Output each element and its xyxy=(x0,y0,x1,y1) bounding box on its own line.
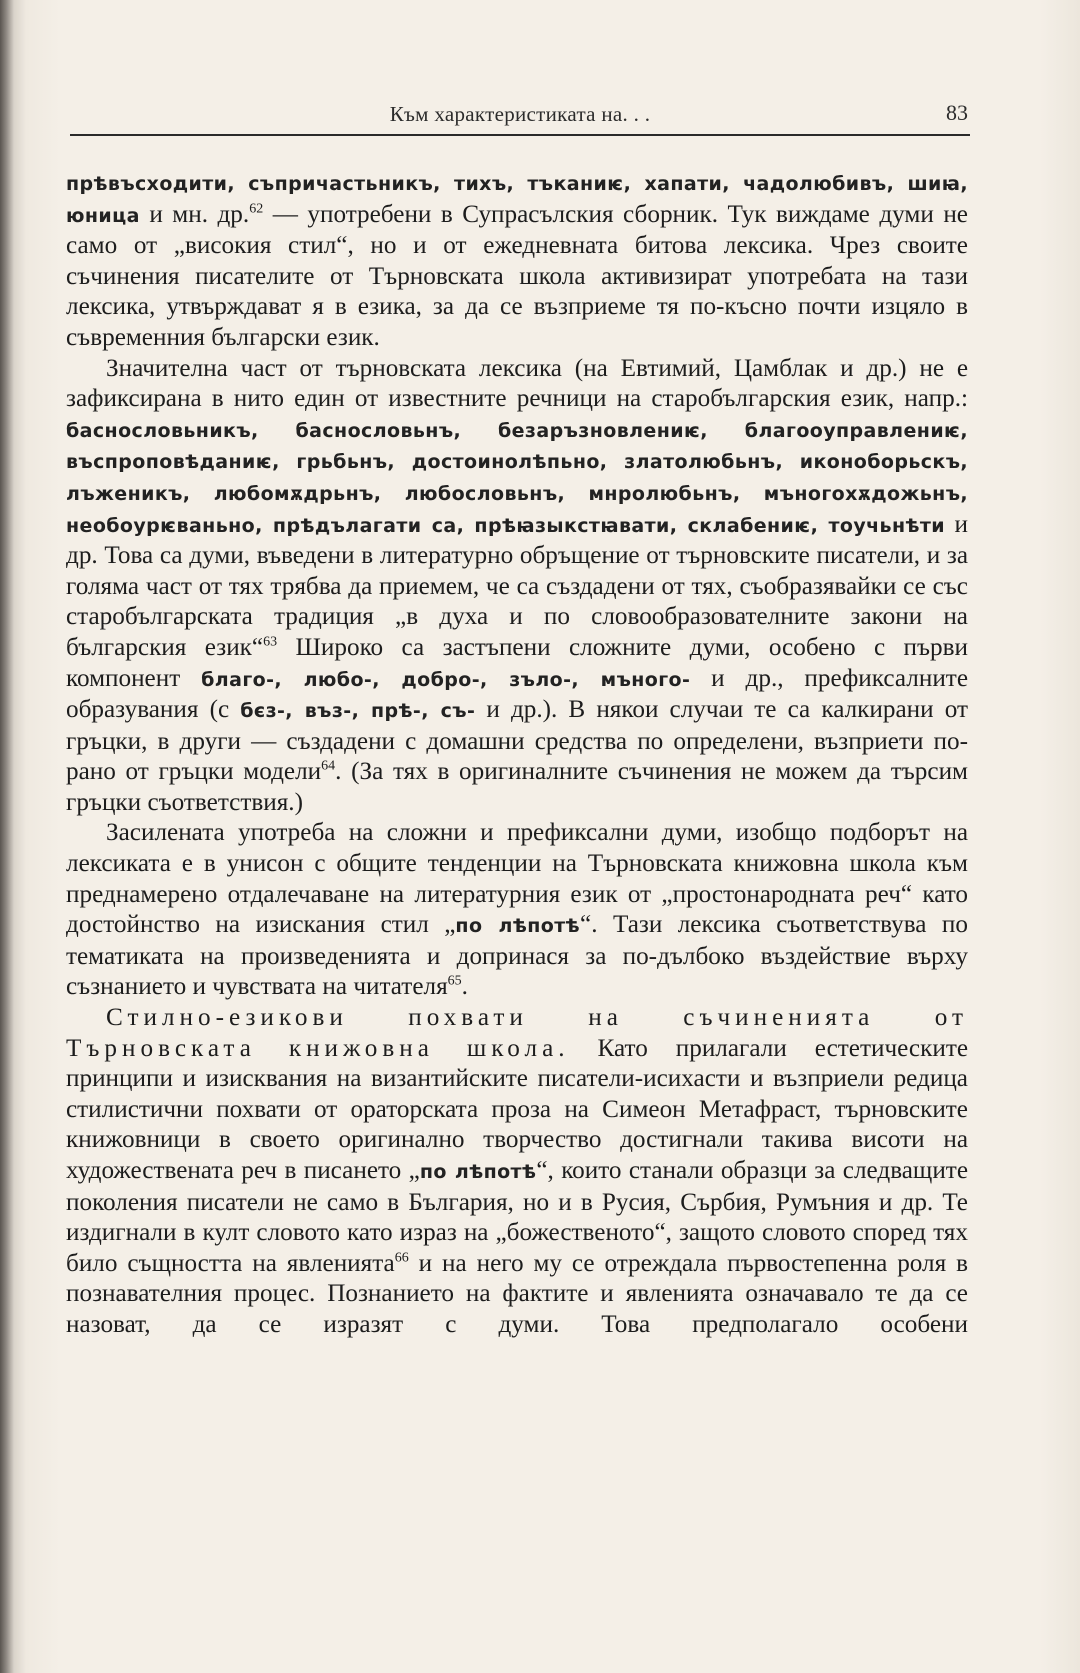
text-span: Като прилагали естетическите принципи и изисквания на византийските писатели-исихасти и възприели редица стилистични похвати от ораторската проза на Симеон Метафраст, търновските книжовници в своето оригинално творчество достигнали такива висоти на художествената реч в писането „ xyxy=(66,1034,969,1184)
footnote-ref-65: 65 xyxy=(447,974,462,990)
page-number: 83 xyxy=(946,100,968,125)
text-span: и мн. др. xyxy=(139,200,250,228)
footnote-ref-64: 64 xyxy=(321,758,336,774)
running-title: Към характеристиката на. . . xyxy=(389,102,651,126)
old-bulgarian-words: прѣвъсходити, съпричастьникъ, тихъ, тъканиѥ, хапати, чадолюбивъ, шиꙗ, юница xyxy=(66,173,968,227)
old-bulgarian-words: баснословьникъ, баснословьнъ, безаръзновлениѥ, благооуправлениѥ, въспроповѣданиѥ, грьбьнъ, достоинолѣпьно, златолюбьнъ, иконоборьскъ, лъженикъ, любомѫдрьнъ, любословьнъ, мнролюбьнъ, мъногохѫдожьнъ, необоурѥваньно, прѣдълагати са, прѣꙗзыкстꙗвати, склабениѥ, тоучьнѣти xyxy=(66,419,968,537)
text-span: Значителна част от търновската лексика (на Евтимий, Цамблак и др.) не е зафиксирана в нито един от известните речници на старобългарския език, напр.: xyxy=(66,354,968,413)
old-bulgarian-prefixes: благо-, любо-, добро-, зъло-, мъного- xyxy=(201,668,691,691)
old-bulgarian-prefixes: бєз-, въз-, прѣ-, съ- xyxy=(240,700,476,723)
page-header xyxy=(70,98,970,136)
text-span: . xyxy=(461,973,468,1001)
paragraph-1 xyxy=(66,168,968,354)
footnote-ref-62: 62 xyxy=(249,201,264,217)
footnote-ref-66: 66 xyxy=(394,1250,409,1266)
text-span: Широко са застъпени сложните думи, особено с първи компонент xyxy=(66,633,969,692)
text-span: и др., префиксалните образувания (с xyxy=(66,664,968,724)
body-text xyxy=(66,168,968,1341)
text-span: “. Тази лексика съответствува по тематиката на произведенията и допринася за по-дълбоко въздействие върху съзнанието и чувствата на читателя xyxy=(66,911,968,1001)
text-span: . (За тях в оригиналните съчинения не можем да търсим гръцки съответствия.) xyxy=(66,758,968,816)
old-bulgarian-phrase: по лѣпотѣ xyxy=(419,1161,537,1183)
text-span: и др. Това са думи, въведени в литературно обръщение от търновските писатели, и за голяма част от тях трябва да приемем, че са създадени от тях, съобразявайки се със старобългарската традиция „в духа и по словообразователните закони на българския език“ xyxy=(66,510,968,661)
text-span: Засилената употреба на сложни и префиксални думи, изобщо подборът на лексиката е в унисон с общите тенденции на Търновската книжовна школа към преднамерено отдалечаване на литературния език от „простонародната реч“ като достойнство на изискания стил „ xyxy=(66,819,968,939)
text-span: — употребени в Супрасълския сборник. Тук виждаме думи не само от „високия стил“, но и от ежедневната битова лексика. Чрез своите съчинения писателите от Търновската школа активизират употребата на тази лексика, утвърждават я в езика, за да се възприеме тя по-късно почти изцяло в съвременния български език. xyxy=(66,200,968,351)
text-span: “, които станали образци за следващите поколения писатели не само в България, но и в Русия, Сърбия, Румъния и др. Те издигнали в култ словото като израз на „божественото“, защото словото според тях било същността на явленията xyxy=(66,1157,968,1277)
old-bulgarian-phrase: по лѣпотѣ xyxy=(455,915,581,938)
text-span: и на него му се отреждала първостепенна роля в познавателния процес. Познанието на фактите и явленията означавало те да се назоват, да се изразят с думи. Това предполагало особени xyxy=(66,1249,968,1338)
text-span: и др.). В някои случаи те са калкирани от гръцки, в други — създадени с домашни средства по определени, възприети по-рано от гръцки модели xyxy=(66,696,968,786)
footnote-ref-63: 63 xyxy=(263,634,278,650)
paragraph-2 xyxy=(66,354,968,819)
paragraph-3 xyxy=(66,818,968,1003)
paragraph-4 xyxy=(66,1003,968,1341)
section-heading-spaced: Стилно-езикови похвати на съчиненията от Търновската книжовна школа. xyxy=(66,1004,968,1062)
